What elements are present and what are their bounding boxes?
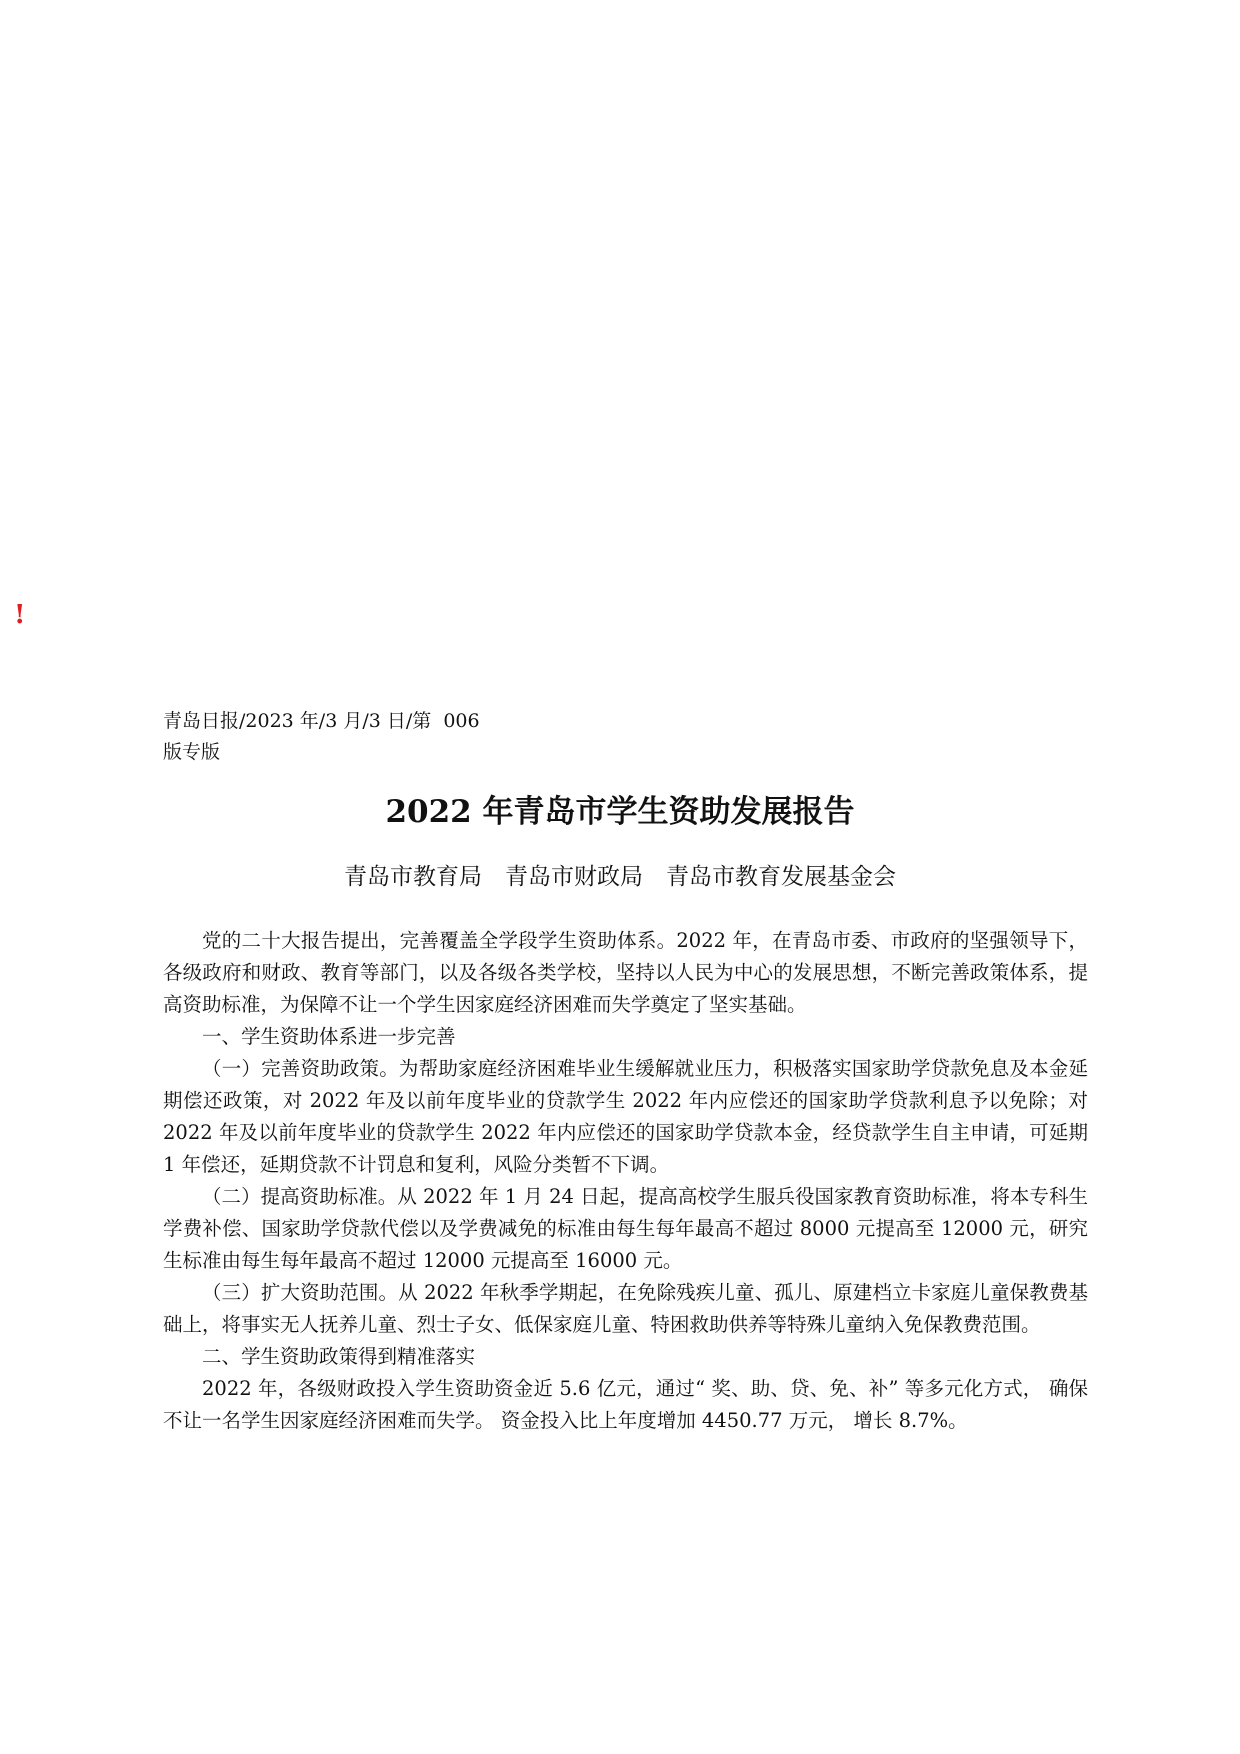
paragraph-1-3: （三）扩大资助范围。从 2022 年秋季学期起，在免除残疾儿童、孤儿、原建档立卡家庭儿童保教费基础上，将事实无人抚养儿童、烈士子女、低保家庭儿童、特困救助供养等特殊儿童纳入免保教费范围。 [163,1281,1088,1336]
section-heading-1: 一、学生资助体系进一步完善 [202,1025,456,1048]
paragraph-intro: 党的二十大报告提出，完善覆盖全学段学生资助体系。2022 年，在青岛市委、市政府的坚强领导下，各级政府和财政、教育等部门，以及各级各类学校，坚持以人民为中心的发展思想，不断完善政策体系，提高资助标准，为保障不让一个学生因家庭经济困难而失学奠定了坚实基础。 [163,929,1088,1016]
paragraph-1-2: （二）提高资助标准。从 2022 年 1 月 24 日起，提高高校学生服兵役国家教育资助标准，将本专科生学费补偿、国家助学贷款代偿以及学费减免的标准由每生每年最高不超过 8000 元提高至 12000 元，研究生标准由每生每年最高不超过 12000 元提高至 16000 元。 [163,1185,1088,1272]
article-body [163,925,1088,1437]
page-title: 2022 年青岛市学生资助发展报告 [385,794,855,830]
paragraph-2-1: 2022 年，各级财政投入学生资助资金近 5.6 亿元，通过“ 奖、助、贷、免、补” 等多元化方式， 确保不让一名学生因家庭经济困难而失学。 资金投入比上年度增加 4450.77 万元， 增长 8.7%。 [163,1377,1088,1432]
alert-mark: ! [14,600,26,630]
paragraph-1-1: （一）完善资助政策。为帮助家庭经济困难毕业生缓解就业压力，积极落实国家助学贷款免息及本金延期偿还政策，对 2022 年及以前年度毕业的贷款学生 2022 年内应偿还的国家助学贷款利息予以免除；对 2022 年及以前年度毕业的贷款学生 2022 年内应偿还的国家助学贷款本金，经贷款学生自主申请，可延期 1 年偿还，延期贷款不计罚息和复利，风险分类暂不下调。 [163,1057,1088,1176]
source-line: 青岛日报/2023 年/3 月/3 日/第 006 版专版 [163,710,480,763]
authors-line: 青岛市教育局 青岛市财政局 青岛市教育发展基金会 [344,864,896,890]
section-heading-2: 二、学生资助政策得到精准落实 [202,1345,476,1368]
